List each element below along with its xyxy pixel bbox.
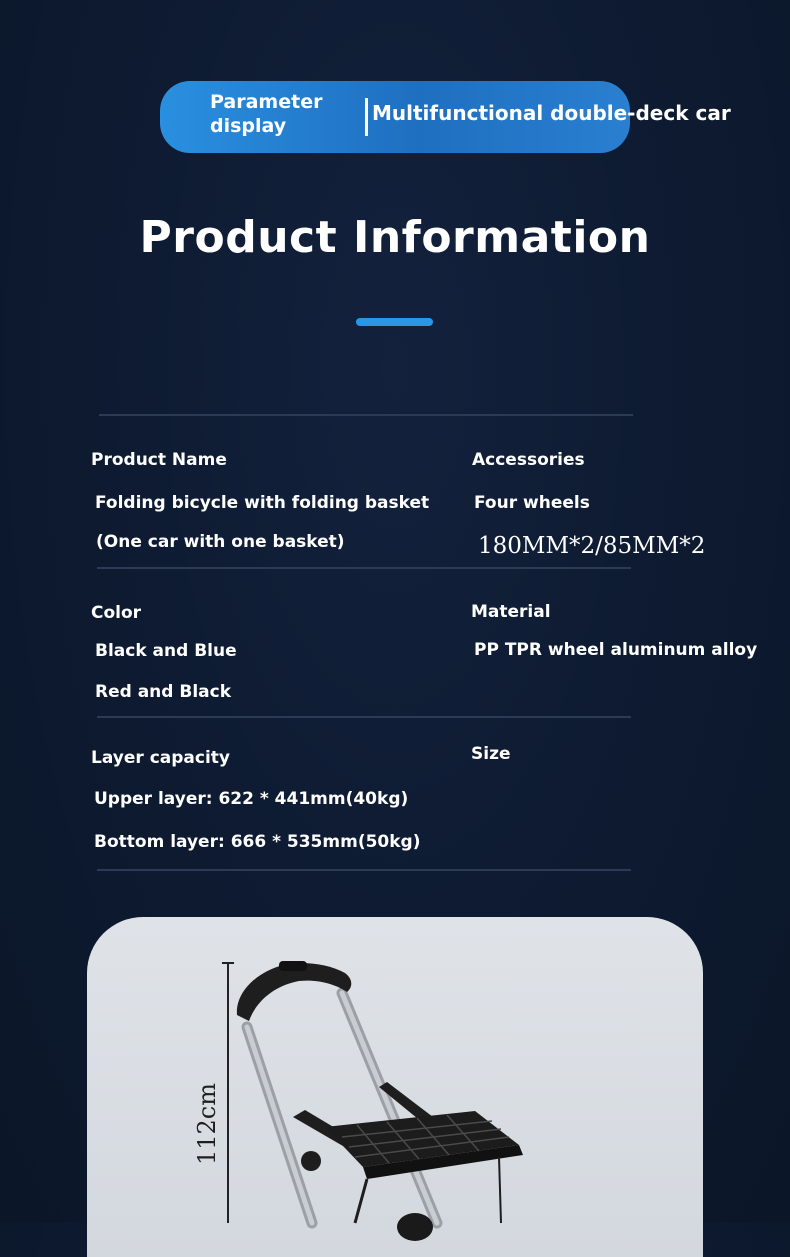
- spec-value-color-2: Red and Black: [95, 682, 232, 702]
- spec-value-material: PP TPR wheel aluminum alloy: [474, 640, 758, 660]
- spec-label-color: Color: [91, 603, 142, 623]
- page-title: Product Information: [139, 212, 651, 263]
- divider-1: [97, 567, 631, 569]
- divider-bottom: [97, 869, 631, 871]
- divider-2: [97, 716, 631, 718]
- spec-label-accessories: Accessories: [472, 450, 585, 470]
- trolley-illustration: [87, 917, 703, 1257]
- header-line-1: Parameter: [210, 91, 323, 113]
- frame-hinge: [301, 1151, 321, 1171]
- spec-label-product-name: Product Name: [91, 450, 227, 470]
- spec-value-layer-capacity-2: Bottom layer: 666 * 535mm(50kg): [94, 832, 421, 852]
- title-underline: [356, 318, 433, 326]
- spec-value-product-name-2: (One car with one basket): [96, 532, 345, 552]
- header-subtitle: Multifunctional double-deck car: [372, 101, 731, 125]
- header-separator: [365, 98, 368, 136]
- wheel: [397, 1213, 433, 1241]
- spec-value-accessories-2: 180MM*2/85MM*2: [478, 533, 706, 559]
- spec-label-size: Size: [471, 744, 511, 764]
- spec-value-accessories-1: Four wheels: [474, 493, 590, 513]
- spec-value-product-name-1: Folding bicycle with folding basket: [95, 493, 430, 513]
- spec-label-material: Material: [471, 602, 551, 622]
- spec-label-layer-capacity: Layer capacity: [91, 748, 230, 768]
- divider-top: [99, 414, 633, 416]
- header-pill-left: [210, 90, 350, 138]
- support-cord: [499, 1157, 501, 1223]
- spec-value-color-1: Black and Blue: [95, 641, 237, 661]
- spec-value-layer-capacity-1: Upper layer: 622 * 441mm(40kg): [94, 789, 409, 809]
- product-photo: [87, 917, 703, 1257]
- handle-grip: [237, 963, 351, 1021]
- header-line-2: display: [210, 115, 287, 137]
- height-label: 112cm: [193, 1083, 221, 1166]
